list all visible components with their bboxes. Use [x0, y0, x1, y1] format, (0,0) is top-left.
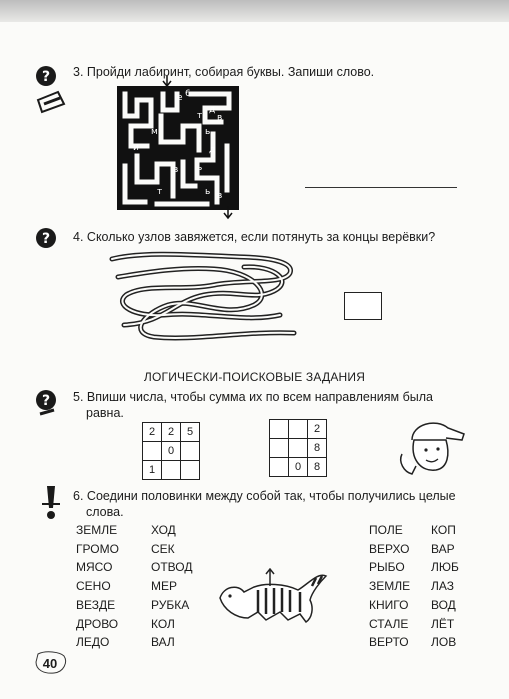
task3-line [73, 64, 374, 80]
svg-text:?: ? [41, 69, 51, 85]
maze-letter-5: в [217, 113, 223, 123]
words-column-3 [369, 521, 410, 652]
words-column-4 [431, 521, 459, 652]
word-half[interactable]: ЛЮБ [431, 560, 459, 575]
maze-entry-arrow-icon [161, 76, 173, 88]
word-half[interactable]: ВАЛ [151, 635, 175, 650]
word-half[interactable]: КНИГО [369, 597, 409, 612]
grid-cell[interactable] [143, 442, 162, 461]
word-half[interactable]: СТАЛЕ [369, 616, 409, 631]
words-column-1 [76, 521, 119, 652]
task3-text: Пройди лабиринт, собирая буквы. Запиши слово. [86, 65, 375, 79]
grid-cell[interactable]: 5 [181, 423, 200, 442]
word-half[interactable]: ЛАЗ [431, 579, 454, 594]
word-half[interactable]: ВОД [431, 597, 456, 612]
maze-letter-2: 6 [185, 89, 191, 99]
rope-illustration [104, 245, 304, 345]
page-number: 40 [42, 656, 58, 671]
scan-top-edge [0, 0, 509, 22]
word-half[interactable]: ЗЕМЛЕ [76, 523, 118, 537]
grid-cell[interactable] [289, 420, 308, 439]
task4-number: 4. [73, 230, 84, 244]
task3-number: 3. [73, 65, 84, 79]
grid-cell[interactable]: 8 [308, 439, 327, 458]
grid-cell[interactable]: 8 [308, 458, 327, 477]
maze-letter-1: е [177, 93, 183, 103]
word-half[interactable]: КОЛ [151, 616, 175, 631]
grid-cell[interactable] [162, 461, 181, 480]
word-half[interactable]: РЫБО [369, 560, 405, 575]
question-mark-icon [34, 60, 68, 122]
magic-square-left [142, 422, 200, 480]
task5-number: 5. [73, 390, 84, 404]
word-half[interactable]: ВЕРХО [369, 541, 410, 556]
grid-cell[interactable]: 1 [143, 461, 162, 480]
task6-text-line1: Соедини половинки между собой так, чтобы получились целые [86, 489, 456, 503]
task6-text-block [73, 488, 456, 520]
word-half[interactable]: ЗЕМЛЕ [369, 579, 411, 594]
grid-cell[interactable] [270, 439, 289, 458]
question-mark-icon [34, 388, 64, 422]
maze-letter-8: и [133, 143, 139, 153]
word-half[interactable]: ПОЛЕ [369, 523, 403, 537]
grid-cell[interactable] [270, 458, 289, 477]
word-half[interactable]: ЛЕДО [76, 635, 110, 650]
section-title: ЛОГИЧЕСКИ-ПОИСКОВЫЕ ЗАДАНИЯ [143, 370, 366, 384]
task4-answer-box[interactable] [344, 292, 382, 320]
word-half[interactable]: ХОД [151, 523, 176, 537]
magic-square-right [269, 419, 327, 477]
maze-letter-7: ь [205, 127, 211, 137]
task4-text: Сколько узлов завяжется, если потянуть за концы верёвки? [86, 230, 436, 244]
grid-cell[interactable]: 2 [162, 423, 181, 442]
maze-letter-3: т [197, 111, 203, 121]
word-half[interactable]: СЕК [151, 541, 175, 556]
maze-letter-4: д [209, 105, 216, 115]
maze-letter-12: ь [197, 163, 203, 173]
grid-cell[interactable] [270, 420, 289, 439]
word-half[interactable]: ЛЁТ [431, 616, 455, 631]
maze-letter-9: д [209, 145, 216, 155]
maze-letter-6: м [151, 127, 158, 137]
word-half[interactable]: СЕНО [76, 579, 111, 594]
word-half[interactable]: КОП [431, 523, 456, 537]
grid-cell[interactable] [181, 442, 200, 461]
task5-text-line2: равна. [86, 406, 124, 420]
maze-letter-14: в [217, 191, 223, 201]
svg-text:?: ? [41, 393, 51, 409]
word-half[interactable]: МЯСО [76, 560, 113, 575]
question-mark-icon [34, 226, 64, 256]
maze-exit-arrow-icon [222, 206, 234, 220]
grid-cell[interactable]: 0 [162, 442, 181, 461]
svg-text:?: ? [41, 231, 51, 247]
maze-letter-13: ь [205, 187, 211, 197]
task5-text-line1: Впиши числа, чтобы сумма их по всем направлениям была [86, 390, 433, 404]
task3-answer-line[interactable] [305, 187, 457, 188]
words-column-2 [151, 521, 192, 652]
grid-cell[interactable] [181, 461, 200, 480]
grid-cell[interactable] [289, 439, 308, 458]
maze [117, 86, 239, 210]
word-half[interactable]: ВЕЗДЕ [76, 597, 116, 612]
word-half[interactable]: ГРОМО [76, 541, 119, 556]
task6-text-line2: слова. [86, 505, 124, 519]
word-half[interactable]: ОТВОД [151, 560, 193, 575]
word-half[interactable]: МЕР [151, 579, 178, 594]
word-half[interactable]: ЛОВ [431, 635, 457, 650]
word-half[interactable]: ВАР [431, 541, 455, 556]
maze-letter-11: т [157, 187, 163, 197]
word-half[interactable]: РУБКА [151, 597, 190, 612]
task4-line [73, 229, 435, 245]
grid-cell[interactable]: 2 [308, 420, 327, 439]
word-half[interactable]: ВЕРТО [369, 635, 409, 650]
task6-number: 6. [73, 489, 84, 503]
boy-in-cap-illustration [396, 414, 468, 480]
task5-text-block [73, 389, 433, 421]
exclamation-mark-icon [40, 484, 62, 524]
grid-cell[interactable]: 0 [289, 458, 308, 477]
striped-cat-illustration [214, 568, 332, 630]
maze-letter-10: в [173, 165, 179, 175]
word-half[interactable]: ДРОВО [76, 616, 119, 631]
grid-cell[interactable]: 2 [143, 423, 162, 442]
